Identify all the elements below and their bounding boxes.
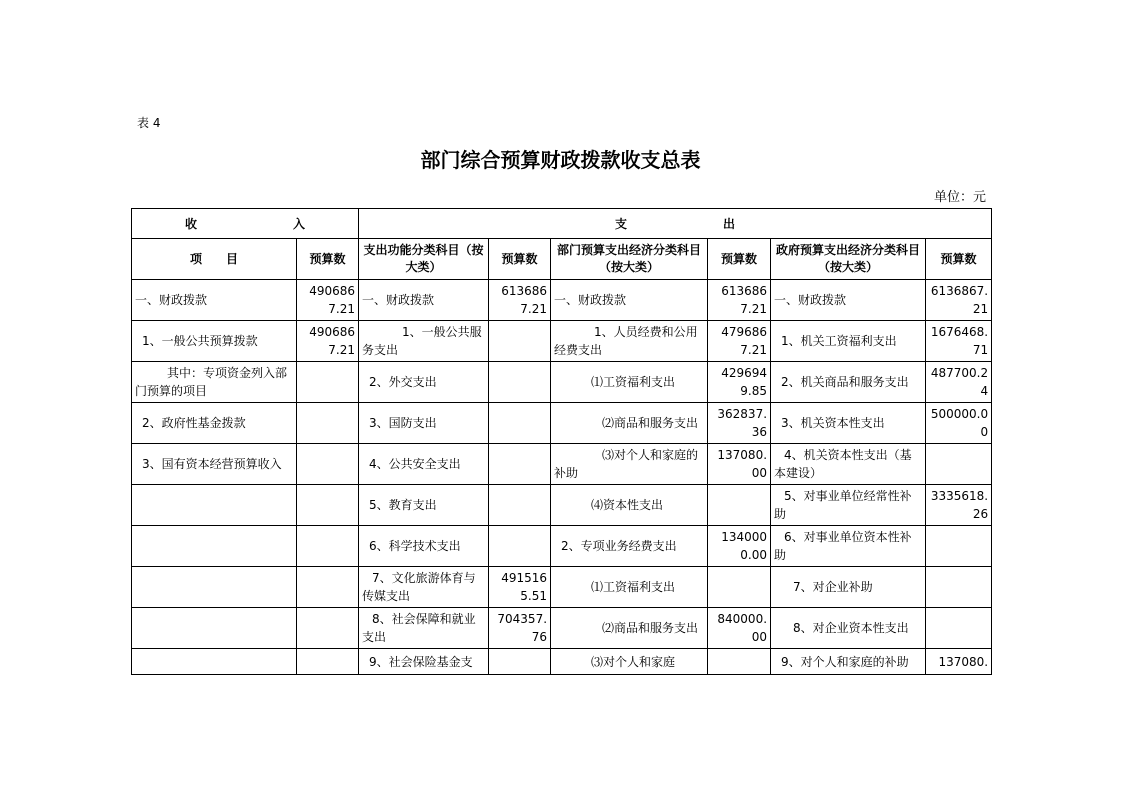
income-item: 1、一般公共预算拨款 (132, 321, 297, 362)
gov-amount (926, 444, 992, 485)
income-amount (297, 649, 359, 675)
gov-amount: 6136867.21 (926, 280, 992, 321)
func-item: 2、外交支出 (359, 362, 489, 403)
income-item (132, 526, 297, 567)
income-amount (297, 444, 359, 485)
func-amount: 704357.76 (489, 608, 551, 649)
gov-item: 4、机关资本性支出（基本建设） (771, 444, 926, 485)
dept-item: ⑵商品和服务支出 (551, 403, 708, 444)
budget-table (131, 208, 992, 675)
table-row (132, 321, 992, 362)
page-title: 部门综合预算财政拨款收支总表 (420, 148, 701, 172)
func-item: 5、教育支出 (359, 485, 489, 526)
gov-item: 1、机关工资福利支出 (771, 321, 926, 362)
dept-amount (708, 485, 771, 526)
dept-econ-header: 部门预算支出经济分类科目（按大类） (551, 239, 708, 280)
func-amount (489, 649, 551, 675)
dept-item: 1、人员经费和公用经费支出 (551, 321, 708, 362)
func-amount (489, 444, 551, 485)
income-amount (297, 608, 359, 649)
gov-econ-header: 政府预算支出经济分类科目（按大类） (771, 239, 926, 280)
table-label: 表 4 (137, 116, 161, 130)
func-amount: 4915165.51 (489, 567, 551, 608)
gov-amount: 3335618.26 (926, 485, 992, 526)
income-amount (297, 403, 359, 444)
income-item (132, 649, 297, 675)
func-class-header: 支出功能分类科目（按大类） (359, 239, 489, 280)
table-row (132, 444, 992, 485)
gov-amount: 137080. (926, 649, 992, 675)
gov-item: 2、机关商品和服务支出 (771, 362, 926, 403)
budget-header: 预算数 (489, 239, 551, 280)
item-header: 项 目 (132, 239, 297, 280)
income-item: 一、财政拨款 (132, 280, 297, 321)
header-row-2 (132, 239, 992, 280)
budget-header: 预算数 (297, 239, 359, 280)
table-row (132, 403, 992, 444)
gov-amount (926, 526, 992, 567)
budget-header: 预算数 (926, 239, 992, 280)
income-item: 3、国有资本经营预算收入 (132, 444, 297, 485)
gov-amount (926, 567, 992, 608)
func-amount (489, 403, 551, 444)
income-item (132, 567, 297, 608)
gov-item: 一、财政拨款 (771, 280, 926, 321)
dept-item: 一、财政拨款 (551, 280, 708, 321)
dept-item: ⑴工资福利支出 (551, 567, 708, 608)
dept-amount: 840000.00 (708, 608, 771, 649)
income-amount (297, 526, 359, 567)
table-row (132, 608, 992, 649)
dept-item: ⑴工资福利支出 (551, 362, 708, 403)
unit-note: 单位：元 (934, 190, 987, 205)
gov-amount: 487700.24 (926, 362, 992, 403)
dept-amount: 4296949.85 (708, 362, 771, 403)
func-amount (489, 526, 551, 567)
table-row (132, 526, 992, 567)
gov-amount: 500000.00 (926, 403, 992, 444)
gov-item: 6、对事业单位资本性补助 (771, 526, 926, 567)
table-row (132, 485, 992, 526)
func-amount (489, 321, 551, 362)
income-amount: 4906867.21 (297, 321, 359, 362)
func-amount: 6136867.21 (489, 280, 551, 321)
func-item: 7、文化旅游体育与传媒支出 (359, 567, 489, 608)
dept-amount: 362837.36 (708, 403, 771, 444)
func-item: 3、国防支出 (359, 403, 489, 444)
income-header: 收 入 (132, 209, 359, 239)
expense-header: 支 出 (359, 209, 992, 239)
gov-item: 5、对事业单位经常性补助 (771, 485, 926, 526)
income-amount (297, 362, 359, 403)
gov-amount (926, 608, 992, 649)
func-item: 1、一般公共服务支出 (359, 321, 489, 362)
income-item (132, 608, 297, 649)
dept-amount: 6136867.21 (708, 280, 771, 321)
income-amount (297, 485, 359, 526)
gov-item: 3、机关资本性支出 (771, 403, 926, 444)
dept-item: ⑶对个人和家庭的补助 (551, 444, 708, 485)
dept-amount: 1340000.00 (708, 526, 771, 567)
budget-header: 预算数 (708, 239, 771, 280)
dept-item: 2、专项业务经费支出 (551, 526, 708, 567)
gov-amount: 1676468.71 (926, 321, 992, 362)
func-item: 一、财政拨款 (359, 280, 489, 321)
func-amount (489, 362, 551, 403)
dept-item: ⑷资本性支出 (551, 485, 708, 526)
income-amount: 4906867.21 (297, 280, 359, 321)
gov-item: 7、对企业补助 (771, 567, 926, 608)
dept-amount: 4796867.21 (708, 321, 771, 362)
table-row (132, 649, 992, 675)
dept-item: ⑵商品和服务支出 (551, 608, 708, 649)
gov-item: 9、对个人和家庭的补助 (771, 649, 926, 675)
income-amount (297, 567, 359, 608)
dept-amount (708, 567, 771, 608)
dept-item: ⑶对个人和家庭 (551, 649, 708, 675)
func-item: 6、科学技术支出 (359, 526, 489, 567)
table-row (132, 567, 992, 608)
income-item: 2、政府性基金拨款 (132, 403, 297, 444)
func-amount (489, 485, 551, 526)
table-row (132, 280, 992, 321)
dept-amount: 137080.00 (708, 444, 771, 485)
gov-item: 8、对企业资本性支出 (771, 608, 926, 649)
income-item (132, 485, 297, 526)
dept-amount (708, 649, 771, 675)
header-row-1 (132, 209, 992, 239)
table-row (132, 362, 992, 403)
func-item: 8、社会保障和就业支出 (359, 608, 489, 649)
income-item: 其中：专项资金列入部门预算的项目 (132, 362, 297, 403)
func-item: 9、社会保险基金支 (359, 649, 489, 675)
func-item: 4、公共安全支出 (359, 444, 489, 485)
